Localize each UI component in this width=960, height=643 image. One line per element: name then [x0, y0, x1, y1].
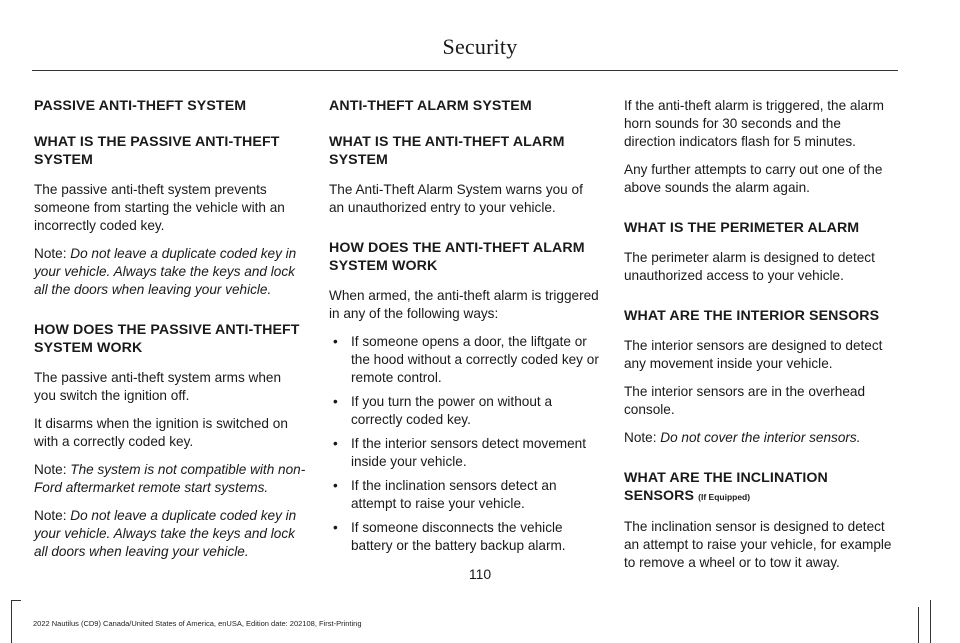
- header-divider: [32, 70, 898, 71]
- section-heading: PASSIVE ANTI-THEFT SYSTEM: [34, 98, 247, 114]
- paragraph: The perimeter alarm is designed to detect unauthorized access to your vehicle.: [624, 250, 875, 283]
- subsection-heading: WHAT IS THE PASSIVE ANTI-THEFT SYSTEM: [34, 134, 280, 168]
- note-label: Note:: [34, 462, 67, 477]
- list-item: [329, 519, 601, 555]
- list-item-text: If you turn the power on without a correctly coded key.: [351, 394, 553, 427]
- subsection-heading: HOW DOES THE PASSIVE ANTI-THEFT SYSTEM WORK: [34, 322, 300, 356]
- page-title: Security: [442, 34, 518, 59]
- paragraph: The Anti-Theft Alarm System warns you of an unauthorized entry to your vehicle.: [329, 182, 583, 215]
- crop-mark: [11, 600, 21, 601]
- list-item-text: If the interior sensors detect movement inside your vehicle.: [351, 436, 586, 469]
- list-item-text: If someone disconnects the vehicle battery or the battery backup alarm.: [351, 520, 566, 553]
- page-number: 110: [468, 566, 492, 582]
- column-alarm-details: [624, 97, 896, 582]
- paragraph: The passive anti-theft system prevents someone from starting the vehicle with an incorrectly coded key.: [34, 182, 285, 233]
- crop-mark: [918, 607, 919, 643]
- bullet-icon: •: [333, 436, 338, 451]
- list-item-text: If the inclination sensors detect an attempt to raise your vehicle.: [351, 478, 557, 511]
- subsection-heading: WHAT IS THE PERIMETER ALARM: [624, 220, 860, 236]
- list-item: [329, 333, 601, 387]
- paragraph: It disarms when the ignition is switched on with a correctly coded key.: [34, 416, 288, 449]
- paragraph: The interior sensors are designed to detect any movement inside your vehicle.: [624, 338, 883, 371]
- crop-mark: [930, 600, 931, 643]
- edition-footer: 2022 Nautilus (CD9) Canada/United States of America, enUSA, Edition date: 202108, First-Printing: [33, 619, 362, 628]
- note-text: Do not leave a duplicate coded key in your vehicle. Always take the keys and lock all doors when leaving your vehicle.: [34, 508, 297, 559]
- note: [34, 507, 306, 561]
- paragraph: If the anti-theft alarm is triggered, the alarm horn sounds for 30 seconds and the direction indicators flash for 5 minutes.: [624, 98, 884, 149]
- paragraph: The inclination sensor is designed to detect an attempt to raise your vehicle, for example to remove a wheel or to tow it away.: [624, 519, 892, 570]
- subsection-heading: [624, 469, 896, 506]
- column-anti-theft-alarm: [329, 97, 601, 565]
- crop-mark: [11, 600, 12, 643]
- note-label: Note:: [34, 508, 67, 523]
- paragraph: Any further attempts to carry out one of the above sounds the alarm again.: [624, 162, 883, 195]
- list-item-text: If someone opens a door, the liftgate or the hood without a correctly coded key or remote control.: [351, 334, 599, 385]
- bullet-icon: •: [333, 478, 338, 493]
- paragraph: When armed, the anti-theft alarm is triggered in any of the following ways:: [329, 288, 599, 321]
- note-text: Do not cover the interior sensors.: [660, 430, 861, 445]
- trigger-list: [329, 333, 601, 555]
- note-label: Note:: [34, 246, 67, 261]
- column-passive-anti-theft: [34, 97, 306, 571]
- note: [34, 245, 306, 299]
- section-heading: ANTI-THEFT ALARM SYSTEM: [329, 98, 532, 114]
- list-item: [329, 435, 601, 471]
- paragraph: The interior sensors are in the overhead console.: [624, 384, 866, 417]
- list-item: [329, 393, 601, 429]
- heading-suffix: (If Equipped): [698, 492, 751, 502]
- note: [34, 461, 306, 497]
- note-label: Note:: [624, 430, 657, 445]
- subsection-heading: WHAT IS THE ANTI-THEFT ALARM SYSTEM: [329, 134, 565, 168]
- list-item: [329, 477, 601, 513]
- note-text: Do not leave a duplicate coded key in your vehicle. Always take the keys and lock all the doors when leaving your vehicle.: [34, 246, 297, 297]
- paragraph: The passive anti-theft system arms when you switch the ignition off.: [34, 370, 282, 403]
- bullet-icon: •: [333, 334, 338, 349]
- bullet-icon: •: [333, 520, 338, 535]
- heading-text: WHAT ARE THE INCLINATION SENSORS: [624, 470, 828, 504]
- note-text: The system is not compatible with non-Ford aftermarket remote start systems.: [34, 462, 306, 495]
- note: [624, 429, 896, 447]
- bullet-icon: •: [333, 394, 338, 409]
- subsection-heading: HOW DOES THE ANTI-THEFT ALARM SYSTEM WORK: [329, 240, 585, 274]
- subsection-heading: WHAT ARE THE INTERIOR SENSORS: [624, 308, 880, 324]
